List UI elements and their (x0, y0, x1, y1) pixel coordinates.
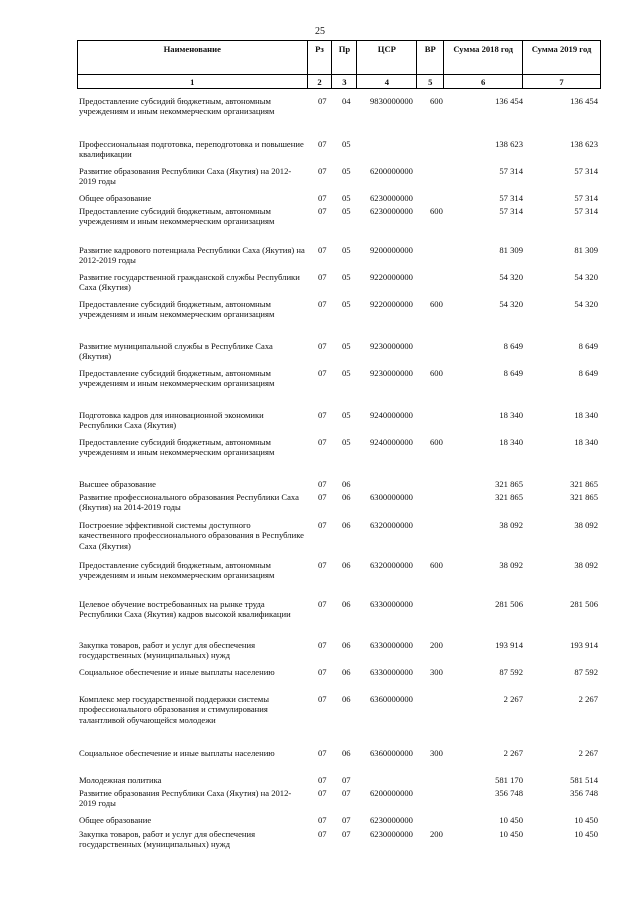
row-csr: 9230000000 (370, 368, 413, 378)
row-vr: 300 (430, 748, 443, 758)
row-csr: 9220000000 (370, 272, 413, 282)
row-sum-2019: 57 314 (574, 193, 598, 203)
row-name: Предоставление субсидий бюджетным, автономным учреждениям и иным некоммерческим организациям (79, 96, 275, 117)
row-sum-2018: 57 314 (499, 166, 523, 176)
row-csr: 6330000000 (370, 667, 413, 677)
row-sum-2018: 321 865 (495, 492, 523, 502)
row-pr: 06 (342, 520, 351, 530)
row-name: Целевое обучение востребованных на рынке труда Республики Саха (Якутия) кадров высокой квалификации (79, 599, 291, 620)
row-sum-2018: 81 309 (499, 245, 523, 255)
row-sum-2018: 321 865 (495, 479, 523, 489)
row-name: Предоставление субсидий бюджетным, автономным учреждениям и иным некоммерческим организациям (79, 368, 275, 389)
row-sum-2019: 138 623 (570, 139, 598, 149)
row-csr: 6230000000 (370, 206, 413, 216)
col-number: 2 (307, 75, 332, 89)
row-pr: 05 (342, 299, 351, 309)
row-name: Высшее образование (79, 479, 156, 489)
row-sum-2019: 57 314 (574, 166, 598, 176)
row-sum-2019: 54 320 (574, 272, 598, 282)
row-csr: 6200000000 (370, 166, 413, 176)
row-rz: 07 (318, 437, 327, 447)
row-rz: 07 (318, 748, 327, 758)
row-name: Развитие государственной гражданской службы Республики Саха (Якутия) (79, 272, 300, 293)
row-vr: 600 (430, 299, 443, 309)
row-csr: 9240000000 (370, 437, 413, 447)
row-rz: 07 (318, 492, 327, 502)
row-name: Подготовка кадров для инновационной экономики Республики Саха (Якутия) (79, 410, 264, 431)
row-sum-2018: 8 649 (503, 341, 523, 351)
row-sum-2019: 193 914 (570, 640, 598, 650)
row-pr: 04 (342, 96, 351, 106)
row-vr: 600 (430, 206, 443, 216)
row-name: Развитие профессионального образования Республики Саха (Якутия) на 2014-2019 годы (79, 492, 299, 513)
table-header (77, 40, 601, 89)
row-sum-2018: 2 267 (503, 694, 523, 704)
row-pr: 05 (342, 272, 351, 282)
row-pr: 05 (342, 166, 351, 176)
row-vr: 200 (430, 829, 443, 839)
row-pr: 06 (342, 694, 351, 704)
row-sum-2019: 321 865 (570, 479, 598, 489)
row-vr: 600 (430, 368, 443, 378)
row-sum-2019: 581 514 (570, 775, 598, 785)
row-sum-2019: 81 309 (574, 245, 598, 255)
row-name: Профессиональная подготовка, переподготовка и повышение квалификации (79, 139, 304, 160)
row-name: Социальное обеспечение и иные выплаты населению (79, 748, 275, 758)
col-number: 3 (332, 75, 357, 89)
row-name: Общее образование (79, 193, 152, 203)
row-rz: 07 (318, 829, 327, 839)
row-rz: 07 (318, 520, 327, 530)
row-rz: 07 (318, 299, 327, 309)
row-name: Комплекс мер государственной поддержки системы профессионального образования и стимулирования талантливой обучающейся молодежи (79, 694, 269, 725)
row-sum-2018: 18 340 (499, 410, 523, 420)
row-pr: 06 (342, 479, 351, 489)
row-sum-2018: 57 314 (499, 206, 523, 216)
col-header-name: Наименование (78, 41, 308, 75)
row-pr: 05 (342, 410, 351, 420)
row-vr: 600 (430, 96, 443, 106)
row-pr: 07 (342, 775, 351, 785)
row-name: Социальное обеспечение и иные выплаты населению (79, 667, 275, 677)
row-sum-2018: 356 748 (495, 788, 523, 798)
row-rz: 07 (318, 245, 327, 255)
col-number: 4 (357, 75, 417, 89)
row-sum-2019: 8 649 (578, 368, 598, 378)
row-vr: 300 (430, 667, 443, 677)
col-number: 6 (444, 75, 523, 89)
col-number: 7 (523, 75, 601, 89)
row-csr: 6320000000 (370, 560, 413, 570)
row-sum-2018: 10 450 (499, 829, 523, 839)
row-sum-2018: 87 592 (499, 667, 523, 677)
row-rz: 07 (318, 206, 327, 216)
row-sum-2018: 193 914 (495, 640, 523, 650)
col-header-sum-2018: Сумма 2018 год (444, 41, 523, 75)
row-pr: 05 (342, 437, 351, 447)
row-pr: 07 (342, 829, 351, 839)
row-rz: 07 (318, 96, 327, 106)
row-sum-2019: 18 340 (574, 437, 598, 447)
row-rz: 07 (318, 410, 327, 420)
row-rz: 07 (318, 788, 327, 798)
page-number: 25 (315, 26, 325, 37)
row-pr: 05 (342, 341, 351, 351)
row-rz: 07 (318, 599, 327, 609)
row-sum-2018: 281 506 (495, 599, 523, 609)
row-csr: 9240000000 (370, 410, 413, 420)
row-pr: 05 (342, 245, 351, 255)
row-pr: 06 (342, 748, 351, 758)
row-sum-2019: 2 267 (578, 748, 598, 758)
row-pr: 06 (342, 599, 351, 609)
row-rz: 07 (318, 667, 327, 677)
row-pr: 06 (342, 640, 351, 650)
row-sum-2018: 136 454 (495, 96, 523, 106)
row-sum-2019: 2 267 (578, 694, 598, 704)
row-sum-2019: 87 592 (574, 667, 598, 677)
row-name: Закупка товаров, работ и услуг для обеспечения государственных (муниципальных) нужд (79, 640, 256, 661)
row-pr: 05 (342, 368, 351, 378)
row-pr: 05 (342, 206, 351, 216)
row-sum-2019: 136 454 (570, 96, 598, 106)
row-csr: 9200000000 (370, 245, 413, 255)
row-rz: 07 (318, 368, 327, 378)
row-name: Предоставление субсидий бюджетным, автономным учреждениям и иным некоммерческим организациям (79, 299, 275, 320)
row-csr: 6360000000 (370, 748, 413, 758)
row-name: Развитие образования Республики Саха (Якутия) на 2012-2019 годы (79, 788, 292, 809)
row-name: Построение эффективной системы доступного качественного профессионального образования в Республике Саха (Якутия) (79, 520, 304, 551)
col-header-sum-2019: Сумма 2019 год (523, 41, 601, 75)
row-csr: 6230000000 (370, 815, 413, 825)
row-csr: 9230000000 (370, 341, 413, 351)
row-vr: 600 (430, 560, 443, 570)
row-name: Молодежная политика (79, 775, 162, 785)
row-csr: 6230000000 (370, 829, 413, 839)
row-sum-2018: 138 623 (495, 139, 523, 149)
row-pr: 06 (342, 560, 351, 570)
row-sum-2019: 38 092 (574, 520, 598, 530)
row-sum-2018: 38 092 (499, 560, 523, 570)
row-rz: 07 (318, 341, 327, 351)
row-name: Общее образование (79, 815, 152, 825)
row-sum-2018: 2 267 (503, 748, 523, 758)
row-name: Развитие муниципальной службы в Республике Саха (Якутия) (79, 341, 273, 362)
row-sum-2018: 581 170 (495, 775, 523, 785)
col-header-rz: Рз (307, 41, 332, 75)
row-pr: 07 (342, 815, 351, 825)
row-rz: 07 (318, 694, 327, 704)
row-rz: 07 (318, 166, 327, 176)
row-rz: 07 (318, 139, 327, 149)
col-number: 1 (78, 75, 308, 89)
row-sum-2019: 18 340 (574, 410, 598, 420)
row-sum-2018: 18 340 (499, 437, 523, 447)
row-name: Закупка товаров, работ и услуг для обеспечения государственных (муниципальных) нужд (79, 829, 256, 850)
row-rz: 07 (318, 560, 327, 570)
row-pr: 07 (342, 788, 351, 798)
row-pr: 06 (342, 667, 351, 677)
row-sum-2019: 8 649 (578, 341, 598, 351)
row-rz: 07 (318, 479, 327, 489)
row-vr: 200 (430, 640, 443, 650)
row-sum-2018: 54 320 (499, 299, 523, 309)
row-name: Развитие образования Республики Саха (Якутия) на 2012-2019 годы (79, 166, 292, 187)
row-sum-2019: 356 748 (570, 788, 598, 798)
row-sum-2019: 10 450 (574, 815, 598, 825)
row-rz: 07 (318, 272, 327, 282)
row-rz: 07 (318, 815, 327, 825)
row-csr: 6300000000 (370, 492, 413, 502)
row-name: Предоставление субсидий бюджетным, автономным учреждениям и иным некоммерческим организациям (79, 560, 275, 581)
row-sum-2018: 8 649 (503, 368, 523, 378)
row-rz: 07 (318, 640, 327, 650)
row-csr: 6230000000 (370, 193, 413, 203)
row-sum-2018: 38 092 (499, 520, 523, 530)
row-csr: 6320000000 (370, 520, 413, 530)
row-sum-2018: 10 450 (499, 815, 523, 825)
row-rz: 07 (318, 775, 327, 785)
row-pr: 05 (342, 139, 351, 149)
row-sum-2019: 57 314 (574, 206, 598, 216)
row-sum-2019: 10 450 (574, 829, 598, 839)
col-header-pr: Пр (332, 41, 357, 75)
row-pr: 05 (342, 193, 351, 203)
row-sum-2018: 54 320 (499, 272, 523, 282)
row-vr: 600 (430, 437, 443, 447)
col-number: 5 (417, 75, 444, 89)
row-sum-2019: 321 865 (570, 492, 598, 502)
row-sum-2019: 38 092 (574, 560, 598, 570)
col-header-vr: ВР (417, 41, 444, 75)
row-sum-2019: 281 506 (570, 599, 598, 609)
row-csr: 6360000000 (370, 694, 413, 704)
row-sum-2019: 54 320 (574, 299, 598, 309)
col-header-csr: ЦСР (357, 41, 417, 75)
row-csr: 6200000000 (370, 788, 413, 798)
row-csr: 6330000000 (370, 599, 413, 609)
row-name: Предоставление субсидий бюджетным, автономным учреждениям и иным некоммерческим организациям (79, 437, 275, 458)
row-csr: 9830000000 (370, 96, 413, 106)
row-pr: 06 (342, 492, 351, 502)
row-name: Предоставление субсидий бюджетным, автономным учреждениям и иным некоммерческим организациям (79, 206, 275, 227)
row-sum-2018: 57 314 (499, 193, 523, 203)
row-rz: 07 (318, 193, 327, 203)
row-csr: 9220000000 (370, 299, 413, 309)
row-csr: 6330000000 (370, 640, 413, 650)
row-name: Развитие кадрового потенциала Республики Саха (Якутия) на 2012-2019 годы (79, 245, 305, 266)
